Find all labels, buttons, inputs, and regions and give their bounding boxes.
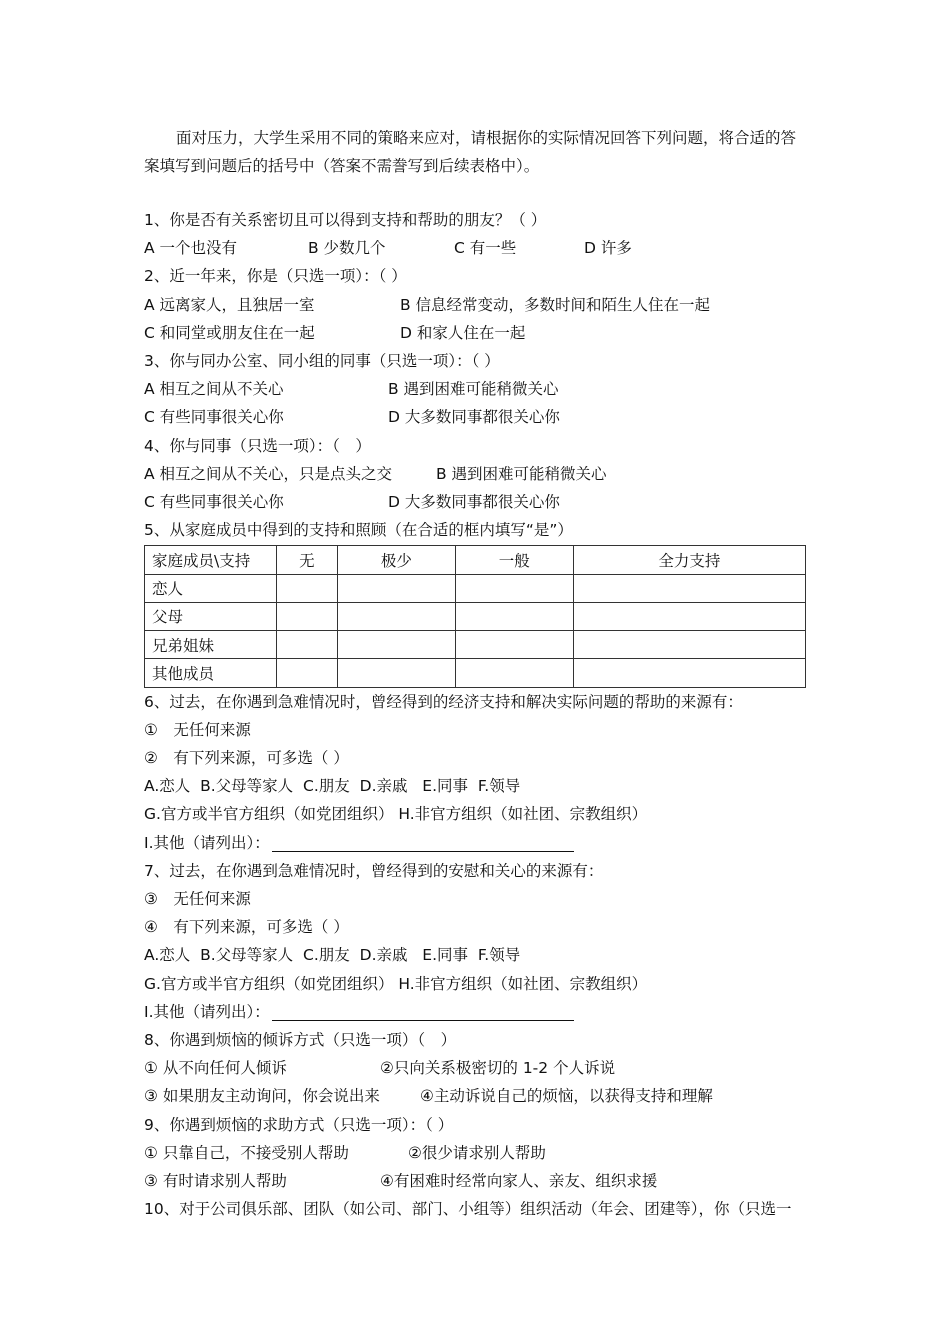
table-row — [145, 631, 806, 659]
question-6: 6、过去，在你遇到急难情况时，曾经得到的经济支持和解决实际问题的帮助的来源有： — [144, 692, 743, 711]
answer-cell[interactable] — [455, 574, 573, 602]
table-row — [145, 659, 806, 687]
question-4: 4、你与同事（只选一项）：（ ） — [144, 436, 371, 455]
source-list-1: A.恋人 B.父母等家人 C.朋友 D.亲戚 E.同事 F.领导 — [144, 777, 521, 796]
other-label: I.其他（请列出）： — [144, 1002, 270, 1021]
question-2: 2、近一年来，你是（只选一项）：（ ） — [144, 267, 407, 286]
answer-cell[interactable] — [573, 631, 805, 659]
option-a: A 相互之间从不关心，只是点头之交 — [144, 464, 393, 483]
table-row — [145, 602, 806, 630]
option-c: C 有一些 — [454, 239, 517, 258]
option-b: B 遇到困难可能稍微关心 — [436, 464, 607, 483]
answer-cell[interactable] — [573, 602, 805, 630]
answer-cell[interactable] — [337, 602, 455, 630]
other-label: I.其他（请列出）： — [144, 833, 270, 852]
question-1-options — [144, 234, 808, 262]
table-row — [145, 574, 806, 602]
answer-cell[interactable] — [573, 659, 805, 687]
option-d: D 大多数同事都很关心你 — [388, 492, 560, 511]
other-blank-line[interactable] — [272, 833, 574, 852]
option-a: A 相互之间从不关心 — [144, 380, 284, 399]
option-a: A 远离家人，且独居一室 — [144, 295, 315, 314]
table-header-row — [145, 546, 806, 574]
source-list-2: G.官方或半官方组织（如党团组织） H.非官方组织（如社团、宗教组织） — [144, 805, 648, 824]
answer-cell[interactable] — [337, 659, 455, 687]
family-support-table — [144, 545, 806, 687]
answer-cell[interactable] — [573, 574, 805, 602]
option-b: B 遇到困难可能稍微关心 — [388, 380, 559, 399]
option-1: ① 从不向任何人倾诉 — [144, 1059, 287, 1078]
row-label: 兄弟姐妹 — [145, 631, 277, 659]
answer-cell[interactable] — [455, 631, 573, 659]
source-list-1: A.恋人 B.父母等家人 C.朋友 D.亲戚 E.同事 F.领导 — [144, 946, 521, 965]
answer-cell[interactable] — [337, 574, 455, 602]
option-a: A 一个也没有 — [144, 239, 238, 258]
other-blank-line[interactable] — [272, 1002, 574, 1021]
header-cell: 家庭成员\支持 — [145, 546, 277, 574]
question-5: 5、从家庭成员中得到的支持和照顾（在合适的框内填写“是”） — [144, 521, 573, 540]
other-sources — [144, 998, 808, 1026]
option-sources: ④ 有下列来源，可多选（ ） — [144, 918, 349, 937]
answer-cell[interactable] — [455, 602, 573, 630]
option-b: B 少数几个 — [308, 239, 386, 258]
option-2: ②只向关系极密切的 1-2 个人诉说 — [380, 1059, 616, 1078]
question-8: 8、你遇到烦恼的倾诉方式（只选一项）（ ） — [144, 1030, 457, 1049]
intro-paragraph: 面对压力，大学生采用不同的策略来应对，请根据你的实际情况回答下列问题，将合适的答案填写到问题后的括号中（答案不需誊写到后续表格中）。 — [144, 129, 797, 175]
other-sources — [144, 829, 808, 857]
question-9: 9、你遇到烦恼的求助方式（只选一项）：（ ） — [144, 1115, 454, 1134]
source-list-2: G.官方或半官方组织（如党团组织） H.非官方组织（如社团、宗教组织） — [144, 974, 648, 993]
option-none: ③ 无任何来源 — [144, 890, 251, 909]
question-10: 10、对于公司俱乐部、团队（如公司、部门、小组等）组织活动（年会、团建等），你（只选一 — [144, 1200, 792, 1219]
answer-cell[interactable] — [277, 631, 338, 659]
option-b: B 信息经常变动，多数时间和陌生人住在一起 — [400, 295, 711, 314]
answer-cell[interactable] — [455, 659, 573, 687]
option-2: ②很少请求别人帮助 — [408, 1143, 546, 1162]
question-1: 1、你是否有关系密切且可以得到支持和帮助的朋友？（ ） — [144, 211, 547, 229]
option-c: C 有些同事很关心你 — [144, 492, 284, 511]
header-cell: 全力支持 — [573, 546, 805, 574]
answer-cell[interactable] — [277, 659, 338, 687]
question-7: 7、过去，在你遇到急难情况时，曾经得到的安慰和关心的来源有： — [144, 861, 604, 880]
option-1: ① 只靠自己，不接受别人帮助 — [144, 1143, 349, 1162]
option-d: D 许多 — [584, 239, 632, 258]
option-d: D 和家人住在一起 — [400, 323, 526, 342]
answer-cell[interactable] — [277, 574, 338, 602]
header-cell: 无 — [277, 546, 338, 574]
answer-cell[interactable] — [277, 602, 338, 630]
question-3: 3、你与同办公室、同小组的同事（只选一项）：（ ） — [144, 351, 500, 370]
option-none: ① 无任何来源 — [144, 720, 251, 739]
option-4: ④主动诉说自己的烦恼，以获得支持和理解 — [420, 1087, 713, 1106]
questionnaire-page — [144, 124, 808, 1223]
header-cell: 极少 — [337, 546, 455, 574]
header-cell: 一般 — [455, 546, 573, 574]
option-d: D 大多数同事都很关心你 — [388, 408, 560, 427]
row-label: 恋人 — [145, 574, 277, 602]
option-3: ③ 有时请求别人帮助 — [144, 1171, 287, 1190]
option-c: C 有些同事很关心你 — [144, 408, 284, 427]
option-4: ④有困难时经常向家人、亲友、组织求援 — [380, 1171, 658, 1190]
row-label: 其他成员 — [145, 659, 277, 687]
option-sources: ② 有下列来源，可多选（ ） — [144, 749, 349, 768]
option-c: C 和同堂或朋友住在一起 — [144, 323, 315, 342]
row-label: 父母 — [145, 602, 277, 630]
answer-cell[interactable] — [337, 631, 455, 659]
option-3: ③ 如果朋友主动询问，你会说出来 — [144, 1087, 380, 1106]
